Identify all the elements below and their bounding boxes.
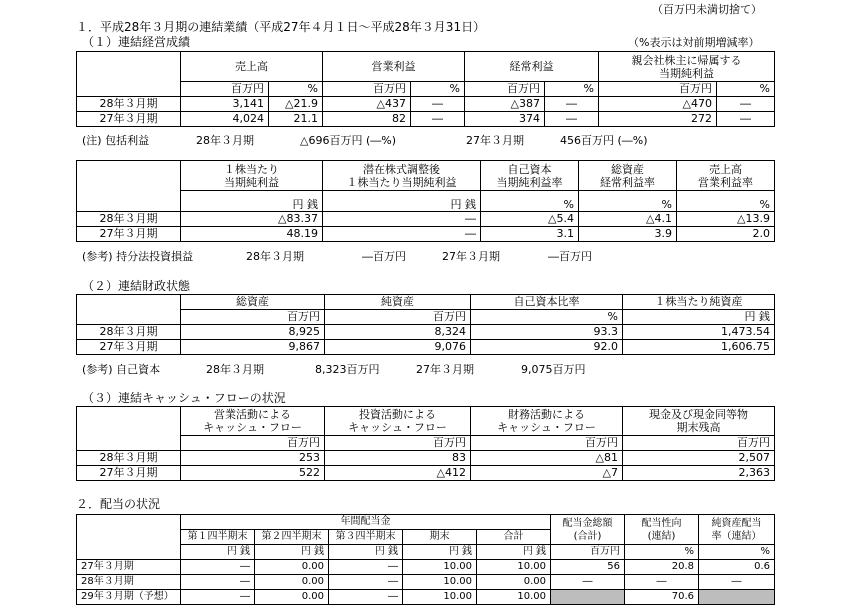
header-blank bbox=[77, 407, 181, 451]
unit-cell: 円 銭 bbox=[181, 191, 323, 212]
row-label: 29年３月期（予想） bbox=[77, 590, 181, 605]
value-cell: △412 bbox=[325, 466, 471, 481]
equity-capital-value2: 9,075百万円 bbox=[521, 363, 586, 376]
value-cell: 3,141 bbox=[181, 97, 269, 112]
unit-cell: 円 銭 bbox=[255, 545, 329, 560]
value-cell: 0.00 bbox=[477, 575, 551, 590]
unit-cell: % bbox=[677, 191, 775, 212]
header-payout-ratio: 配当性向 (連結) bbox=[625, 515, 699, 545]
value-cell: 83 bbox=[325, 451, 471, 466]
value-cell: ― bbox=[329, 575, 403, 590]
header-cash-balance: 現金及び現金同等物 期末残高 bbox=[623, 407, 775, 436]
value-cell: ― bbox=[323, 227, 481, 242]
value-cell: 21.1 bbox=[269, 112, 323, 127]
value-cell: ― bbox=[181, 560, 255, 575]
header-net-assets: 純資産 bbox=[325, 295, 471, 310]
value-cell: 253 bbox=[181, 451, 325, 466]
equity-capital-value1: 8,323百万円 bbox=[315, 363, 380, 376]
value-cell: ― bbox=[717, 112, 775, 127]
unit-cell: 百万円 bbox=[471, 436, 623, 451]
value-cell: 10.00 bbox=[477, 560, 551, 575]
value-cell: △5.4 bbox=[481, 212, 579, 227]
header-blank bbox=[77, 295, 181, 325]
value-cell: 0.00 bbox=[255, 590, 329, 605]
table-row bbox=[77, 325, 775, 340]
value-cell: △437 bbox=[323, 97, 411, 112]
unit-cell: % bbox=[481, 191, 579, 212]
value-cell: 1,473.54 bbox=[623, 325, 775, 340]
value-cell: 93.3 bbox=[471, 325, 623, 340]
comprehensive-income-period1: 28年３月期 bbox=[196, 134, 254, 147]
row-label: 27年３月期 bbox=[77, 112, 181, 127]
value-cell: 8,925 bbox=[181, 325, 325, 340]
value-cell: 3.9 bbox=[579, 227, 677, 242]
value-cell: △21.9 bbox=[269, 97, 323, 112]
unit-cell: % bbox=[625, 545, 699, 560]
header-blank bbox=[77, 515, 181, 560]
header-diluted-eps: 潜在株式調整後 １株当たり当期純利益 bbox=[323, 161, 481, 191]
unit-cell: 円 銭 bbox=[181, 545, 255, 560]
header-roe: 自己資本 当期純利益率 bbox=[481, 161, 579, 191]
value-cell: 1,606.75 bbox=[623, 340, 775, 355]
header-total-assets: 総資産 bbox=[181, 295, 325, 310]
unit-cell: % bbox=[545, 82, 599, 97]
unit-cell: % bbox=[579, 191, 677, 212]
unit-cell: 百万円 bbox=[181, 82, 269, 97]
unit-note: （百万円未満切捨て） bbox=[652, 3, 762, 16]
value-cell: ― bbox=[625, 575, 699, 590]
equity-method-value2: ―百万円 bbox=[548, 250, 592, 263]
equity-method-period1: 28年３月期 bbox=[246, 250, 304, 263]
table-row bbox=[77, 466, 775, 481]
value-cell: ― bbox=[717, 97, 775, 112]
equity-capital-period2: 27年３月期 bbox=[416, 363, 474, 376]
header-q2: 第２四半期末 bbox=[255, 530, 329, 545]
value-cell: 0.6 bbox=[699, 560, 775, 575]
value-cell: 374 bbox=[465, 112, 545, 127]
value-cell: 2,363 bbox=[623, 466, 775, 481]
value-cell: ― bbox=[545, 97, 599, 112]
unit-cell: 百万円 bbox=[623, 436, 775, 451]
row-label: 28年３月期 bbox=[77, 575, 181, 590]
cash-flow-table bbox=[76, 406, 775, 481]
value-cell: ― bbox=[551, 575, 625, 590]
header-financing-cf: 財務活動による キャッシュ・フロー bbox=[471, 407, 623, 436]
value-cell: 20.8 bbox=[625, 560, 699, 575]
header-equity-ratio: 自己資本比率 bbox=[471, 295, 623, 310]
equity-method-value1: ―百万円 bbox=[362, 250, 406, 263]
unit-cell: 百万円 bbox=[325, 436, 471, 451]
table-row bbox=[77, 590, 775, 605]
header-dividend-on-equity: 純資産配当 率（連結） bbox=[699, 515, 775, 545]
value-cell: △387 bbox=[465, 97, 545, 112]
header-roa: 総資産 経常利益率 bbox=[579, 161, 677, 191]
header-sales: 売上高 bbox=[181, 52, 323, 82]
header-annual-dividend: 年間配当金 bbox=[181, 515, 551, 530]
equity-method-label: (参考) 持分法投資損益 bbox=[82, 250, 194, 263]
value-cell: 522 bbox=[181, 466, 325, 481]
value-cell: 3.1 bbox=[481, 227, 579, 242]
dividend-table bbox=[76, 514, 775, 605]
row-label: 27年３月期 bbox=[77, 340, 181, 355]
unit-cell: 円 銭 bbox=[323, 191, 481, 212]
value-cell: ― bbox=[323, 212, 481, 227]
table-row bbox=[77, 575, 775, 590]
section2-title: （２）連結財政状態 bbox=[82, 279, 191, 293]
row-label: 28年３月期 bbox=[77, 451, 181, 466]
unit-cell: % bbox=[269, 82, 323, 97]
equity-capital-label: (参考) 自己資本 bbox=[82, 363, 161, 376]
header-operating-margin: 売上高 営業利益率 bbox=[677, 161, 775, 191]
row-label: 27年３月期 bbox=[77, 560, 181, 575]
table-row bbox=[77, 340, 775, 355]
value-cell: ― bbox=[411, 112, 465, 127]
header-operating-profit: 営業利益 bbox=[323, 52, 465, 82]
section1-sub-title: （１）連結経営成績 bbox=[82, 35, 191, 49]
value-cell: 0.00 bbox=[255, 560, 329, 575]
value-cell: △13.9 bbox=[677, 212, 775, 227]
value-cell: 10.00 bbox=[477, 590, 551, 605]
value-cell: ― bbox=[181, 575, 255, 590]
unit-cell: 円 銭 bbox=[329, 545, 403, 560]
table-row bbox=[77, 97, 775, 112]
equity-method-period2: 27年３月期 bbox=[442, 250, 500, 263]
comprehensive-income-value2: 456百万円 (―%) bbox=[560, 134, 648, 147]
value-cell: 70.6 bbox=[625, 590, 699, 605]
value-cell: ― bbox=[181, 590, 255, 605]
value-cell: 4,024 bbox=[181, 112, 269, 127]
unit-cell: 円 銭 bbox=[403, 545, 477, 560]
value-cell: 9,867 bbox=[181, 340, 325, 355]
dividend-title: ２．配当の状況 bbox=[76, 497, 161, 511]
unit-cell: 百万円 bbox=[181, 436, 325, 451]
value-cell: 10.00 bbox=[403, 575, 477, 590]
row-label: 28年３月期 bbox=[77, 212, 181, 227]
header-net-income: 親会社株主に帰属する 当期純利益 bbox=[599, 52, 775, 82]
value-cell: △7 bbox=[471, 466, 623, 481]
unit-cell: % bbox=[471, 310, 623, 325]
unit-cell: % bbox=[717, 82, 775, 97]
value-cell: 2.0 bbox=[677, 227, 775, 242]
value-cell: 82 bbox=[323, 112, 411, 127]
value-cell: 9,076 bbox=[325, 340, 471, 355]
financial-position-table bbox=[76, 294, 775, 355]
header-q3: 第３四半期末 bbox=[329, 530, 403, 545]
header-q1: 第１四半期末 bbox=[181, 530, 255, 545]
value-cell: 48.19 bbox=[181, 227, 323, 242]
header-bps: １株当たり純資産 bbox=[623, 295, 775, 310]
value-cell: △81 bbox=[471, 451, 623, 466]
percent-note: （%表示は対前期増減率） bbox=[628, 36, 760, 49]
value-cell bbox=[551, 590, 625, 605]
value-cell: 0.00 bbox=[255, 575, 329, 590]
value-cell: 10.00 bbox=[403, 590, 477, 605]
unit-cell: 円 銭 bbox=[477, 545, 551, 560]
header-blank bbox=[77, 161, 181, 212]
value-cell: 272 bbox=[599, 112, 717, 127]
row-label: 27年３月期 bbox=[77, 227, 181, 242]
value-cell: ― bbox=[329, 590, 403, 605]
section1-title: １．平成28年３月期の連結業績（平成27年４月１日～平成28年３月31日） bbox=[76, 20, 486, 34]
unit-cell: 円 銭 bbox=[623, 310, 775, 325]
comprehensive-income-value1: △696百万円 (―%) bbox=[300, 134, 396, 147]
row-label: 28年３月期 bbox=[77, 325, 181, 340]
unit-cell: 百万円 bbox=[181, 310, 325, 325]
header-year-end: 期末 bbox=[403, 530, 477, 545]
equity-capital-period1: 28年３月期 bbox=[206, 363, 264, 376]
value-cell: ― bbox=[329, 560, 403, 575]
section3-title: （３）連結キャッシュ・フローの状況 bbox=[82, 391, 286, 405]
operating-results-table bbox=[76, 51, 775, 127]
value-cell: ― bbox=[545, 112, 599, 127]
value-cell: △470 bbox=[599, 97, 717, 112]
header-dividend-total: 配当金総額 (合計) bbox=[551, 515, 625, 545]
per-share-table bbox=[76, 160, 775, 242]
value-cell: △4.1 bbox=[579, 212, 677, 227]
value-cell: 56 bbox=[551, 560, 625, 575]
header-investing-cf: 投資活動による キャッシュ・フロー bbox=[325, 407, 471, 436]
row-label: 27年３月期 bbox=[77, 466, 181, 481]
value-cell: △83.37 bbox=[181, 212, 323, 227]
value-cell bbox=[699, 590, 775, 605]
row-label: 28年３月期 bbox=[77, 97, 181, 112]
comprehensive-income-label: (注) 包括利益 bbox=[82, 134, 150, 147]
header-ordinary-profit: 経常利益 bbox=[465, 52, 599, 82]
unit-cell: 百万円 bbox=[323, 82, 411, 97]
header-total: 合計 bbox=[477, 530, 551, 545]
value-cell: ― bbox=[699, 575, 775, 590]
unit-cell: % bbox=[699, 545, 775, 560]
header-eps: １株当たり 当期純利益 bbox=[181, 161, 323, 191]
value-cell: 8,324 bbox=[325, 325, 471, 340]
table-row bbox=[77, 451, 775, 466]
table-row bbox=[77, 227, 775, 242]
unit-cell: 百万円 bbox=[325, 310, 471, 325]
comprehensive-income-period2: 27年３月期 bbox=[466, 134, 524, 147]
unit-cell: 百万円 bbox=[465, 82, 545, 97]
value-cell: 2,507 bbox=[623, 451, 775, 466]
value-cell: 10.00 bbox=[403, 560, 477, 575]
header-blank bbox=[77, 52, 181, 97]
value-cell: ― bbox=[411, 97, 465, 112]
header-operating-cf: 営業活動による キャッシュ・フロー bbox=[181, 407, 325, 436]
table-row bbox=[77, 560, 775, 575]
unit-cell: 百万円 bbox=[551, 545, 625, 560]
unit-cell: 百万円 bbox=[599, 82, 717, 97]
unit-cell: % bbox=[411, 82, 465, 97]
table-row bbox=[77, 212, 775, 227]
value-cell: 92.0 bbox=[471, 340, 623, 355]
table-row bbox=[77, 112, 775, 127]
